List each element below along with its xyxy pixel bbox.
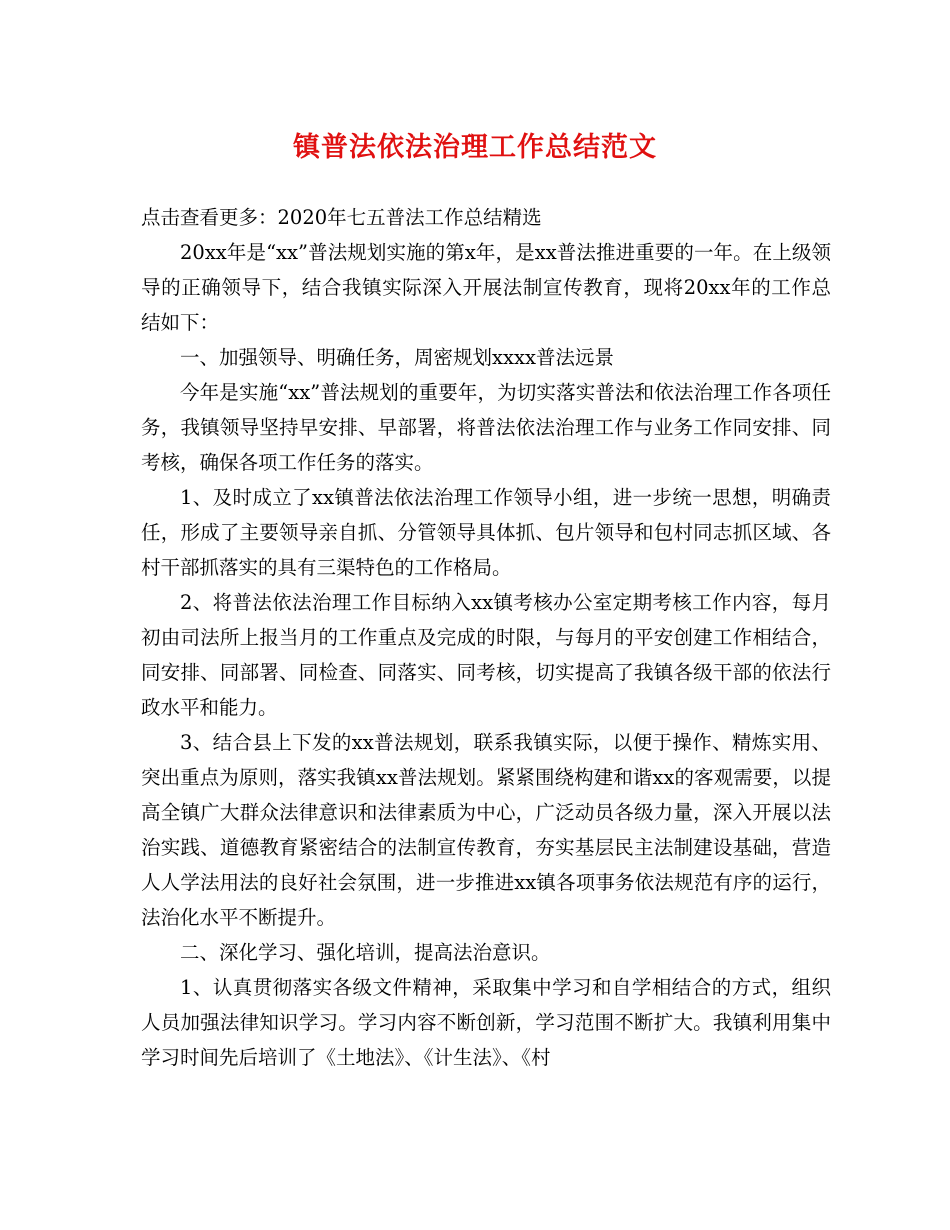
paragraph-item-2: 2、将普法依法治理工作目标纳入xx镇考核办公室定期考核工作内容，每月初由司法所上报当月的工作重点及完成的时限，与每月的平安创建工作相结合，同安排、同部署、同检查、同落实、同考核，切实提高了我镇各级干部的依法行政水平和能力。 xyxy=(141,591,831,719)
paragraph-section-1-intro: 今年是实施“xx”普法规划的重要年，为切实落实普法和依法治理工作各项任务，我镇领导坚持早安排、早部署，将普法依法治理工作与业务工作同安排、同考核，确保各项工作任务的落实。 xyxy=(141,381,831,474)
document-body xyxy=(141,200,831,1075)
paragraph-item-1: 1、及时成立了xx镇普法依法治理工作领导小组，进一步统一思想，明确责任，形成了主要领导亲自抓、分管领导具体抓、包片领导和包村同志抓区域、各村干部抓落实的具有三渠特色的工作格局。 xyxy=(141,486,831,579)
paragraph-overview: 20xx年是“xx”普法规划实施的第x年，是xx普法推进重要的一年。在上级领导的正确领导下，结合我镇实际深入开展法制宣传教育，现将20xx年的工作总结如下： xyxy=(141,241,831,334)
paragraph-item-3: 3、结合县上下发的xx普法规划，联系我镇实际，以便于操作、精炼实用、突出重点为原则，落实我镇xx普法规划。紧紧围绕构建和谐xx的客观需要，以提高全镇广大群众法律意识和法律素质为中心，广泛动员各级力量，深入开展以法治实践、道德教育紧密结合的法制宣传教育，夯实基层民主法制建设基础，营造人人学法用法的良好社会氛围，进一步推进xx镇各项事务依法规范有序的运行，法治化水平不断提升。 xyxy=(141,731,831,929)
intro-link-line[interactable]: 点击查看更多：2020年七五普法工作总结精选 xyxy=(141,206,542,229)
paragraph-section-2-item-1: 1、认真贯彻落实各级文件精神，采取集中学习和自学相结合的方式，组织人员加强法律知识学习。学习内容不断创新，学习范围不断扩大。我镇利用集中学习时间先后培训了《土地法》、《计生法》、《村 xyxy=(141,976,831,1069)
document-title: 镇普法依法治理工作总结范文 xyxy=(293,132,657,163)
section-heading-2: 二、深化学习、强化培训，提高法治意识。 xyxy=(180,941,551,964)
section-heading-1: 一、加强领导、明确任务，周密规划xxxx普法远景 xyxy=(180,346,614,369)
